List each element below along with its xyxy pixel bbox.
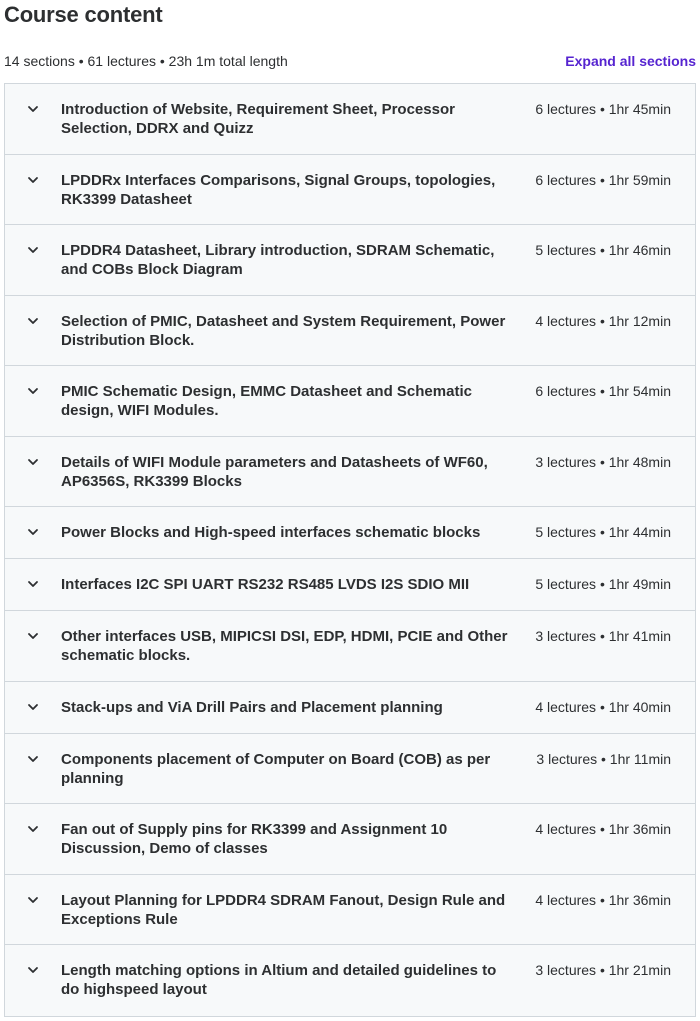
chevron-down-icon: [5, 171, 61, 187]
section-item[interactable]: [5, 875, 695, 946]
section-item[interactable]: [5, 682, 695, 734]
course-summary-row: [4, 53, 696, 69]
section-meta: 3 lectures • 1hr 11min: [536, 750, 671, 767]
section-title: Length matching options in Altium and detailed guidelines to do highspeed layout: [61, 962, 497, 998]
chevron-down-icon: [5, 453, 61, 469]
chevron-down-icon: [5, 100, 61, 116]
section-meta: 4 lectures • 1hr 40min: [535, 698, 671, 715]
chevron-down-icon: [5, 961, 61, 977]
chevron-down-icon: [5, 698, 61, 714]
section-item[interactable]: [5, 611, 695, 682]
section-meta: 5 lectures • 1hr 46min: [535, 242, 671, 258]
section-title: Fan out of Supply pins for RK3399 and Assignment 10 Discussion, Demo of classes: [61, 821, 448, 857]
section-meta: 3 lectures • 1hr 41min: [535, 628, 671, 644]
chevron-down-icon: [5, 750, 61, 766]
section-item[interactable]: [5, 804, 695, 875]
chevron-down-icon: [5, 241, 61, 257]
section-title: LPDDR4 Datasheet, Library introduction, SDRAM Schematic, and COBs Block Diagram: [61, 242, 495, 278]
section-title: Interfaces I2C SPI UART RS232 RS485 LVDS I2S SDIO MII: [61, 576, 470, 593]
chevron-down-icon: [5, 575, 61, 591]
section-item[interactable]: [5, 507, 695, 559]
section-title: Introduction of Website, Requirement Sheet, Processor Selection, DDRX and Quizz: [61, 101, 455, 137]
chevron-down-icon: [5, 523, 61, 539]
section-meta: 4 lectures • 1hr 36min: [535, 891, 671, 908]
section-title: Selection of PMIC, Datasheet and System Requirement, Power Distribution Block.: [61, 312, 506, 349]
course-summary: 14 sections • 61 lectures • 23h 1m total length: [4, 53, 288, 69]
chevron-down-icon: [5, 627, 61, 643]
section-title: Stack-ups and ViA Drill Pairs and Placement planning: [61, 698, 443, 716]
chevron-down-icon: [5, 891, 61, 907]
section-meta: 6 lectures • 1hr 45min: [535, 101, 671, 117]
chevron-down-icon: [5, 312, 61, 328]
section-item[interactable]: [5, 155, 695, 226]
section-list: [4, 83, 696, 1017]
section-item[interactable]: [5, 559, 695, 611]
section-item[interactable]: [5, 734, 695, 805]
section-item[interactable]: [5, 437, 695, 508]
section-meta: 3 lectures • 1hr 21min: [535, 962, 671, 978]
section-title: Layout Planning for LPDDR4 SDRAM Fanout, Design Rule and Exceptions Rule: [61, 891, 506, 928]
expand-all-sections-button[interactable]: Expand all sections: [565, 53, 696, 69]
section-meta: 6 lectures • 1hr 54min: [535, 383, 671, 399]
section-title: Other interfaces USB, MIPICSI DSI, EDP, HDMI, PCIE and Other schematic blocks.: [61, 628, 508, 664]
section-item[interactable]: [5, 84, 695, 155]
section-item[interactable]: [5, 945, 695, 1016]
chevron-down-icon: [5, 820, 61, 836]
section-meta: 4 lectures • 1hr 12min: [535, 312, 671, 329]
section-item[interactable]: [5, 296, 695, 367]
chevron-down-icon: [5, 382, 61, 398]
section-item[interactable]: [5, 225, 695, 296]
section-meta: 6 lectures • 1hr 59min: [535, 171, 671, 188]
section-title: LPDDRx Interfaces Comparisons, Signal Groups, topologies, RK3399 Datasheet: [61, 171, 496, 208]
section-meta: 5 lectures • 1hr 44min: [535, 524, 671, 540]
section-item[interactable]: [5, 366, 695, 437]
section-title: PMIC Schematic Design, EMMC Datasheet and Schematic design, WIFI Modules.: [61, 383, 472, 419]
section-meta: 4 lectures • 1hr 36min: [535, 821, 671, 837]
section-title: Details of WIFI Module parameters and Datasheets of WF60, AP6356S, RK3399 Blocks: [61, 453, 488, 490]
section-meta: 5 lectures • 1hr 49min: [535, 576, 671, 592]
section-meta: 3 lectures • 1hr 48min: [535, 453, 671, 470]
section-title: Components placement of Computer on Board (COB) as per planning: [61, 750, 491, 787]
section-title: Power Blocks and High-speed interfaces schematic blocks: [61, 524, 481, 541]
page-title: Course content: [4, 2, 163, 27]
